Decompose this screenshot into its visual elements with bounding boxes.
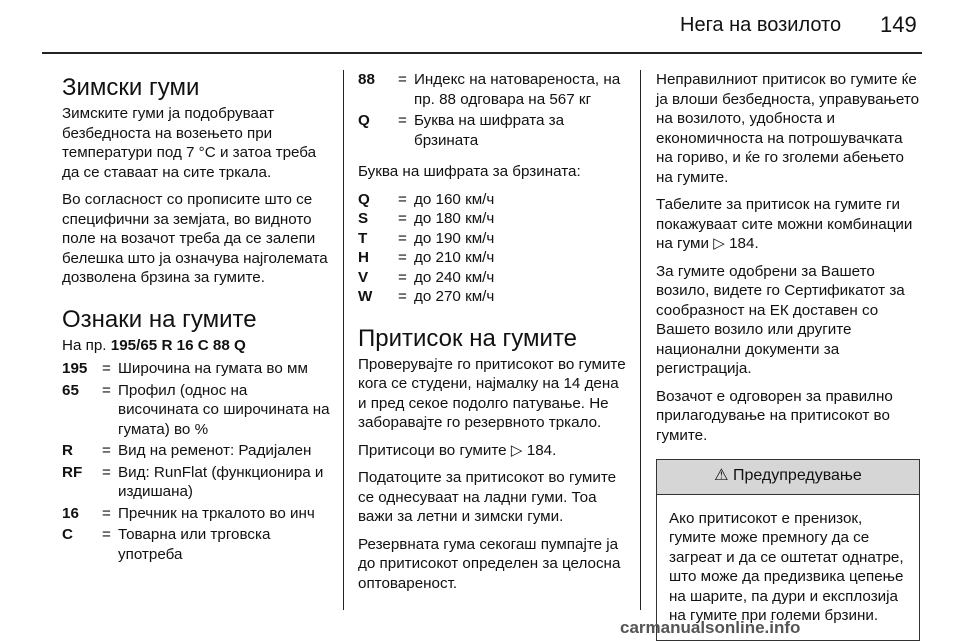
- pressure-paragraph-2: [358, 441, 628, 461]
- equals-sign: =: [398, 288, 407, 305]
- definition-value: Широчина на гумата во мм: [118, 360, 308, 377]
- speed-letter: S: [358, 210, 369, 227]
- pressure-ref-text: Притисоци во гумите: [358, 441, 507, 459]
- equals-sign: =: [102, 381, 111, 399]
- definition-key: C: [62, 526, 73, 543]
- chapter-title: Нега на возилото: [680, 14, 842, 36]
- definition-key: 88: [358, 71, 375, 88]
- warning-triangle-icon: ⚠: [714, 467, 729, 484]
- speed-row: [358, 229, 628, 249]
- equals-sign: =: [398, 190, 407, 208]
- speed-value: до 240 км/ч: [414, 268, 495, 286]
- speed-value: до 160 км/ч: [414, 190, 495, 208]
- definition-row: [358, 70, 628, 109]
- example-code: 195/65 R 16 C 88 Q: [110, 336, 246, 354]
- winter-paragraph-1: Зимските гуми ја подобруваат безбедноста на возењето при температури под 7 °C и затоа треба да се ставаат на сите тркала.: [62, 105, 317, 181]
- definition-value: Пречник на тркалото во инч: [118, 504, 315, 522]
- definition-row: [358, 111, 628, 150]
- page-ref-link[interactable]: 184.: [526, 441, 557, 459]
- heading-winter-tires: Зимски гуми: [62, 74, 200, 101]
- pressure-tables-paragraph: [656, 195, 920, 254]
- speed-row: [358, 268, 628, 288]
- column-1: [62, 70, 332, 566]
- driver-responsibility-paragraph: Возачот е одговорен за правилно прилагодување на притисокот во гумите.: [656, 387, 893, 444]
- header-divider: [42, 52, 922, 54]
- definition-row: [62, 441, 332, 461]
- equals-sign: =: [398, 268, 407, 286]
- speed-code-list: [358, 190, 628, 307]
- definition-value: Индекс на натовареноста, на пр. 88 одговара на 567 кг: [414, 71, 621, 108]
- definition-value: Вид: RunFlat (функционира и издишана): [118, 463, 324, 500]
- approved-tires-paragraph: За гумите одобрени за Вашето возило, видете го Сертификатот за сообразност на ЕК доставен со Вашето возило или другите национални документи за регистрација.: [656, 262, 905, 377]
- heading-tire-pressure: Притисок на гумите: [358, 324, 577, 352]
- incorrect-pressure-paragraph: Неправилниот притисок во гумите ќе ја влоши безбедноста, управувањето на возилото, удобноста и економичноста на потрошувачката на гориво, и ќе го зголеми абењето на гумите.: [656, 71, 920, 186]
- speed-letter: W: [358, 288, 373, 305]
- page-ref-arrow-icon: ▷: [510, 441, 523, 459]
- column-2: [358, 70, 628, 601]
- equals-sign: =: [102, 360, 111, 377]
- page-header: [0, 0, 960, 52]
- speed-row: [358, 190, 628, 210]
- speed-value: до 270 км/ч: [414, 288, 495, 305]
- definition-key: RF: [62, 463, 83, 481]
- definition-row: [62, 525, 332, 564]
- column-divider-1: [343, 70, 344, 610]
- equals-sign: =: [398, 71, 407, 88]
- page-number: 149: [880, 12, 917, 37]
- definition-row: [62, 463, 332, 502]
- equals-sign: =: [398, 112, 407, 129]
- warning-header: [657, 460, 919, 495]
- definition-key: Q: [358, 112, 370, 129]
- speed-value: до 190 км/ч: [414, 229, 495, 247]
- pressure-paragraph-3: Податоците за притисокот во гумите се однесуваат на ладни гуми. Тоа важи за летни и зимски гуми.: [358, 469, 617, 525]
- speed-letter: H: [358, 249, 369, 266]
- speed-value: до 180 км/ч: [414, 210, 495, 227]
- column-divider-2: [640, 70, 641, 610]
- definition-value: Профил (однос на височината со широчината на гумата) во %: [118, 381, 330, 438]
- warning-title: Предупредување: [732, 467, 862, 484]
- speed-letter: V: [358, 268, 369, 286]
- equals-sign: =: [102, 526, 111, 543]
- definition-key: R: [62, 442, 73, 459]
- speed-letter: T: [358, 229, 368, 247]
- pressure-paragraph-4: Резервната гума секогаш пумпајте ја до притисокот определен за целосна оптовареност.: [358, 535, 621, 592]
- definition-row: [62, 504, 332, 524]
- definition-key: 65: [62, 381, 79, 399]
- equals-sign: =: [398, 249, 407, 266]
- example-line: [62, 336, 332, 356]
- equals-sign: =: [398, 210, 407, 227]
- speed-letter: Q: [358, 190, 370, 208]
- definition-row: [62, 381, 332, 440]
- column-3: [656, 70, 920, 641]
- speed-row: [358, 248, 628, 268]
- watermark: carmanualsonline.info: [620, 618, 801, 637]
- pressure-paragraph-1: Проверувајте го притисокот во гумите кога се студени, најмалку на 14 дена и пред секое подолго патување. Не заборавајте го резервното тркало.: [358, 355, 626, 431]
- warning-body: Ако притисокот е пренизок, гумите може премногу да се загреат и да се оштетат однатре, што може да предизвика цепење на шарите, па дури и експлозија на гумите при големи брзини.: [669, 509, 904, 624]
- definition-value: Вид на ременот: Радијален: [118, 442, 312, 459]
- speed-code-title: Буква на шифрата за брзината:: [358, 163, 581, 180]
- pressure-tables-text: Табелите за притисок на гумите ги покажуваат сите можни комбинации на гуми: [656, 196, 913, 252]
- definition-value: Буква на шифрата за брзината: [414, 112, 565, 149]
- page-ref-link[interactable]: 184.: [729, 235, 759, 252]
- equals-sign: =: [102, 463, 111, 481]
- page-ref-arrow-icon: ▷: [713, 235, 725, 252]
- warning-box: [656, 459, 920, 641]
- example-prefix: На пр.: [62, 336, 107, 354]
- definition-row: [62, 359, 332, 379]
- speed-row: [358, 209, 628, 229]
- winter-paragraph-2: Во согласност со прописите што се специфични за земјата, во видното поле на возачот треба да се залепи белешка што ја означува најголемата дозволена брзина за гумите.: [62, 191, 328, 286]
- speed-row: [358, 287, 628, 307]
- equals-sign: =: [102, 504, 111, 522]
- equals-sign: =: [398, 229, 407, 247]
- definition-key: 16: [62, 504, 79, 522]
- marking-definitions: [62, 359, 332, 564]
- speed-value: до 210 км/ч: [414, 249, 495, 266]
- definition-value: Товарна или трговска употреба: [118, 526, 271, 563]
- heading-tire-markings: Ознаки на гумите: [62, 305, 257, 333]
- definition-key: 195: [62, 360, 88, 377]
- equals-sign: =: [102, 442, 111, 459]
